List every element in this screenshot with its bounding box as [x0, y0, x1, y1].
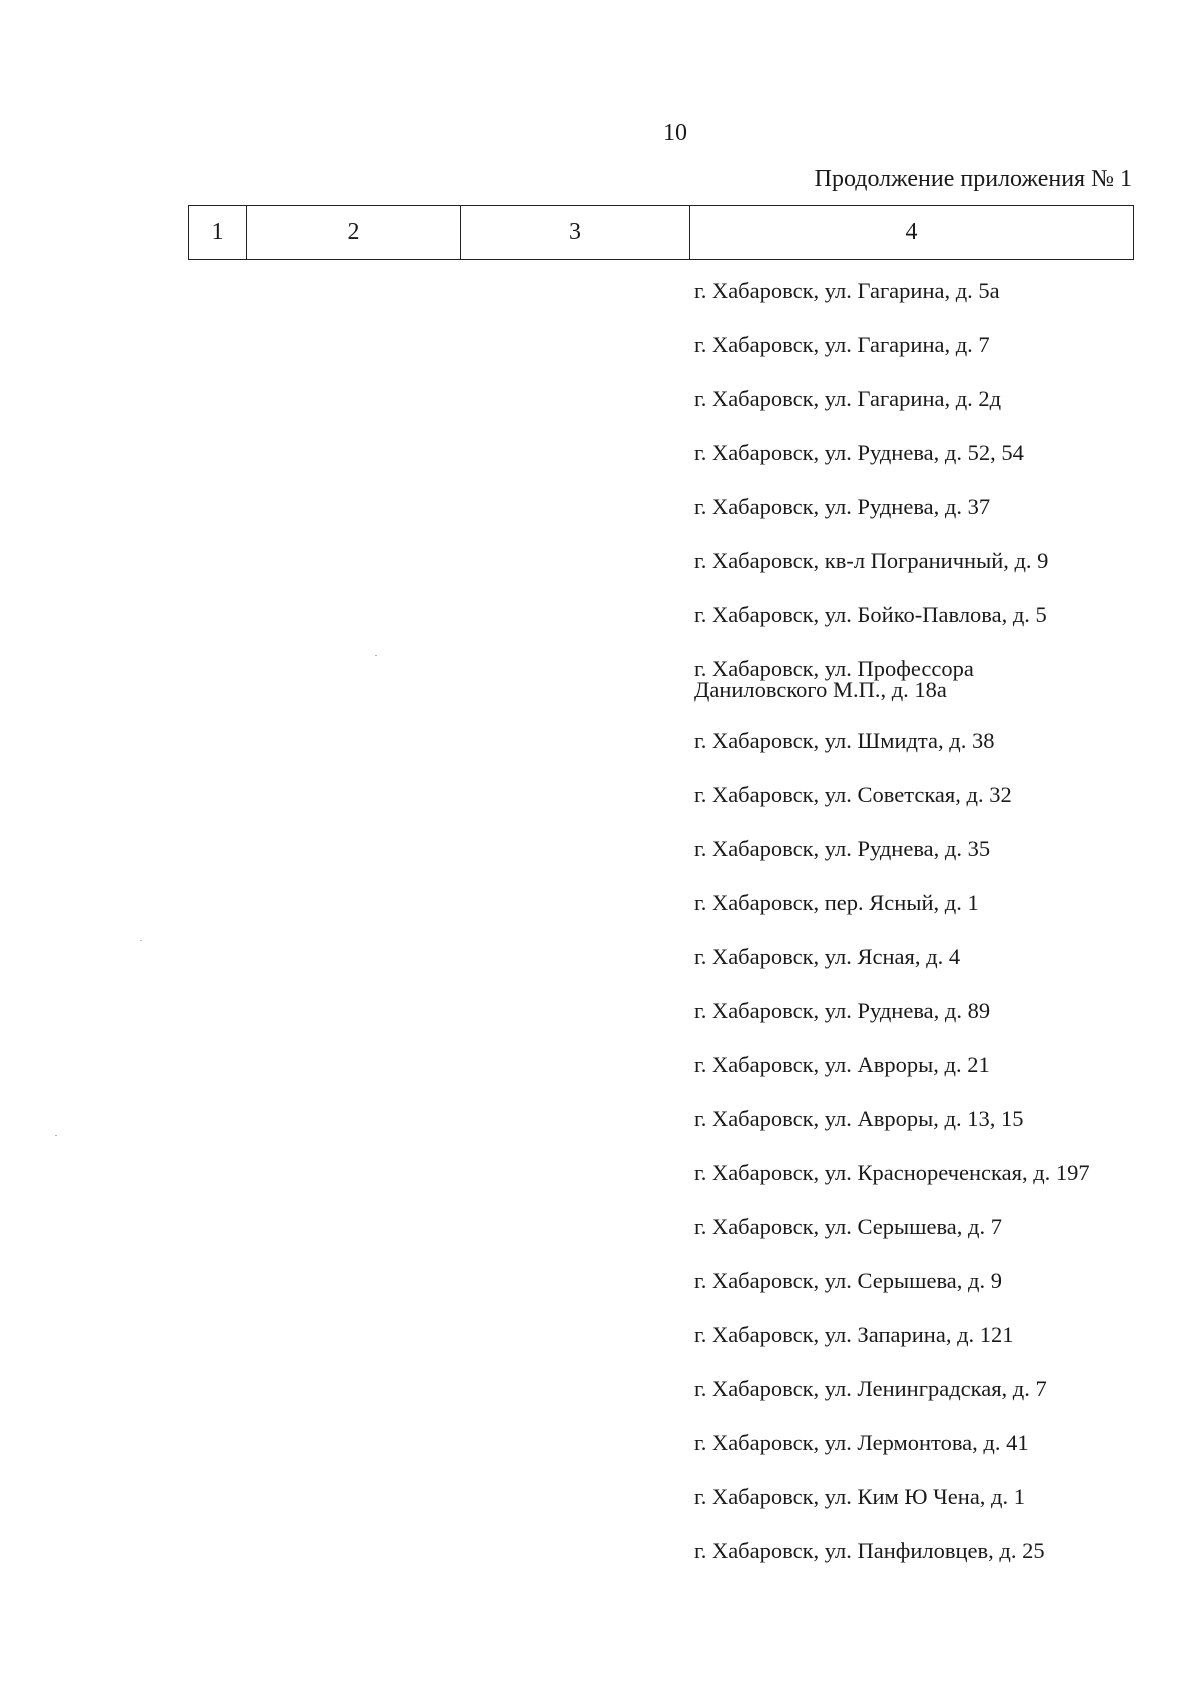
scan-speck	[140, 940, 142, 941]
address-item: г. Хабаровск, ул. Советская, д. 32	[694, 782, 1012, 807]
column-number-2: 2	[247, 206, 461, 259]
address-item: г. Хабаровск, ул. Серышева, д. 9	[694, 1268, 1002, 1293]
address-item: г. Хабаровск, ул. Гагарина, д. 2д	[694, 386, 1002, 411]
address-item: г. Хабаровск, ул. Панфиловцев, д. 25	[694, 1538, 1045, 1563]
address-list	[694, 280, 1164, 1594]
scan-speck	[375, 655, 377, 656]
column-number-3: 3	[461, 206, 690, 259]
address-item: г. Хабаровск, пер. Ясный, д. 1	[694, 890, 979, 915]
address-item: г. Хабаровск, ул. Ким Ю Чена, д. 1	[694, 1484, 1026, 1509]
address-item: г. Хабаровск, ул. Ясная, д. 4	[694, 944, 961, 969]
address-item: г. Хабаровск, ул. Гагарина, д. 5а	[694, 278, 1000, 303]
address-item: г. Хабаровск, ул. Краснореченская, д. 197	[694, 1160, 1090, 1185]
address-item: г. Хабаровск, ул. Руднева, д. 37	[694, 494, 991, 519]
address-item: г. Хабаровск, ул. Шмидта, д. 38	[694, 728, 995, 753]
appendix-continuation-note: Продолжение приложения № 1	[814, 166, 1132, 192]
scan-speck	[55, 1135, 57, 1136]
address-item: г. Хабаровск, кв-л Пограничный, д. 9	[694, 548, 1049, 573]
address-item: г. Хабаровск, ул. Гагарина, д. 7	[694, 332, 990, 357]
column-number-1: 1	[189, 206, 247, 259]
address-item: г. Хабаровск, ул. Руднева, д. 35	[694, 836, 991, 861]
address-item: г. Хабаровск, ул. Авроры, д. 21	[694, 1052, 990, 1077]
address-item: г. Хабаровск, ул. Бойко-Павлова, д. 5	[694, 602, 1047, 627]
column-number-4: 4	[905, 219, 918, 245]
address-item: г. Хабаровск, ул. Профессора Даниловского М.П., д. 18а	[694, 656, 974, 702]
address-item: г. Хабаровск, ул. Ленинградская, д. 7	[694, 1376, 1047, 1401]
page-number: 10	[663, 120, 687, 146]
address-item: г. Хабаровск, ул. Серышева, д. 7	[694, 1214, 1002, 1239]
address-item: г. Хабаровск, ул. Руднева, д. 52, 54	[694, 440, 1024, 465]
address-item: г. Хабаровск, ул. Авроры, д. 13, 15	[694, 1106, 1024, 1131]
address-item: г. Хабаровск, ул. Руднева, д. 89	[694, 998, 991, 1023]
address-item: г. Хабаровск, ул. Лермонтова, д. 41	[694, 1430, 1029, 1455]
table-column-number-header	[188, 205, 1134, 260]
address-item: г. Хабаровск, ул. Запарина, д. 121	[694, 1322, 1014, 1347]
